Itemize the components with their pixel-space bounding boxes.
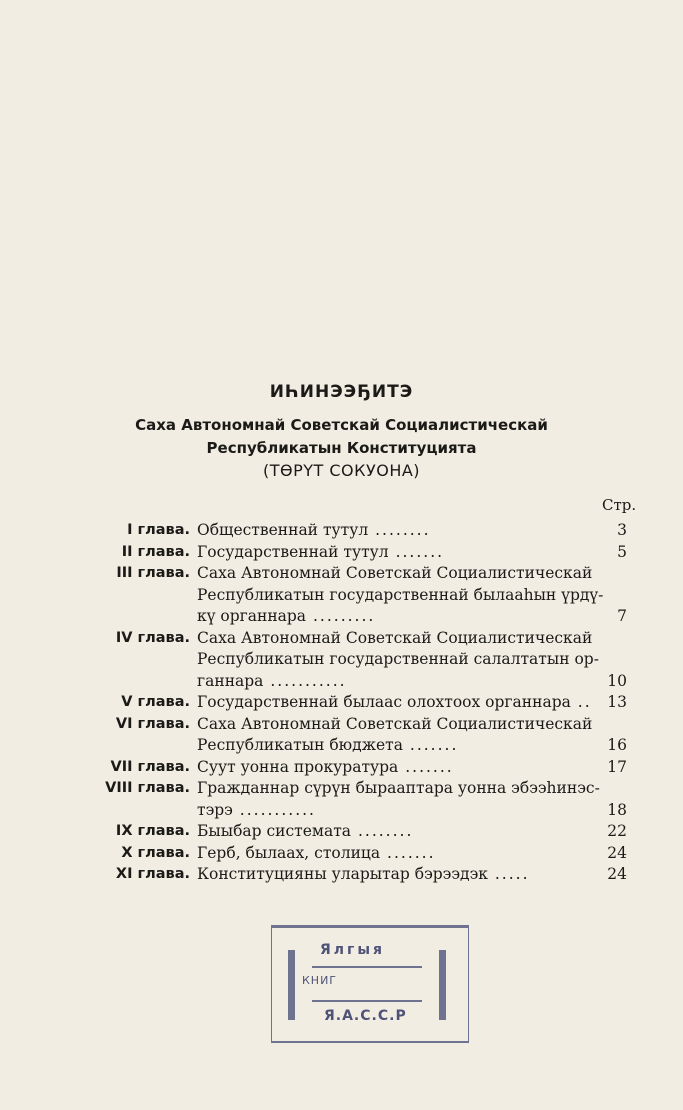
toc-chapter-title: Гражданнар сүрүн бырааптара уонна эбээһинэс-	[197, 779, 600, 797]
toc-line	[0, 821, 683, 843]
toc-chapter-title: Саха Автономнай Советскай Социалистическай	[197, 564, 593, 582]
dot-leader: .......	[380, 843, 436, 862]
toc-chapter-title: Республикатын бюджета .......	[197, 736, 459, 754]
toc-line	[0, 714, 683, 736]
toc-line	[0, 735, 683, 757]
stamp-bottom-text: Я.А.С.С.Р	[324, 1008, 407, 1024]
toc-chapter-label: VI глава.	[115, 715, 190, 732]
toc-entry	[0, 757, 683, 779]
toc-chapter-title: Герб, былаах, столица .......	[197, 843, 436, 862]
toc-page-number: 18	[607, 800, 627, 819]
dot-leader: .........	[306, 607, 376, 625]
dot-leader: .......	[388, 542, 445, 561]
toc-chapter-title: Суут уонна прокуратура .......	[197, 757, 454, 776]
toc-entry	[0, 628, 683, 693]
toc-line	[0, 864, 683, 886]
toc-line	[0, 649, 683, 671]
dot-leader: ........	[351, 822, 414, 840]
toc-line	[0, 520, 683, 542]
toc-chapter-title: ганнара ...........	[197, 671, 347, 690]
table-of-contents	[0, 520, 683, 886]
toc-line	[0, 757, 683, 779]
toc-chapter-title: Республикатын государственнай салалтатын ор-	[197, 650, 599, 668]
toc-page-number: 13	[607, 693, 627, 711]
toc-chapter-title: Республикатын государственнай былааһын үрдү-	[197, 585, 604, 604]
toc-page-number: 7	[617, 607, 627, 625]
toc-entry	[0, 563, 683, 628]
toc-chapter-title: Государственнай тутул .......	[197, 542, 445, 561]
toc-chapter-label: VIII глава.	[105, 780, 190, 796]
toc-chapter-title: тэрэ ...........	[197, 800, 316, 819]
toc-chapter-label: IX глава.	[115, 823, 190, 839]
dot-leader: ...........	[263, 671, 347, 690]
toc-entry	[0, 843, 683, 865]
toc-chapter-label: XI глава.	[115, 866, 190, 882]
toc-entry	[0, 864, 683, 886]
dot-leader: ........	[368, 521, 431, 539]
library-stamp	[271, 925, 469, 1043]
toc-page-number: 24	[607, 865, 627, 883]
toc-entry	[0, 778, 683, 821]
toc-entry	[0, 542, 683, 564]
toc-chapter-title: Государственнай былаас олохтоох органнара ..	[197, 693, 592, 711]
toc-chapter-label: I глава.	[127, 522, 190, 538]
toc-line	[0, 800, 683, 822]
toc-entry	[0, 692, 683, 714]
toc-chapter-title: Конституцияны уларытар бэрээдэк .....	[197, 865, 530, 883]
toc-line	[0, 563, 683, 585]
toc-entry	[0, 520, 683, 542]
page-column-header: Стр.	[602, 496, 637, 514]
dot-leader: ..	[570, 693, 592, 711]
toc-line	[0, 692, 683, 714]
stamp-middle-text: КНИГ	[302, 974, 338, 987]
toc-page-number: 17	[607, 757, 627, 776]
toc-chapter-title: Общественнай тутул ........	[197, 521, 431, 539]
toc-page-number: 24	[607, 843, 627, 862]
toc-line	[0, 843, 683, 865]
toc-chapter-label: III глава.	[116, 565, 190, 581]
dot-leader: ...........	[232, 800, 316, 819]
toc-chapter-label: V глава.	[121, 694, 190, 710]
toc-chapter-label: II глава.	[121, 543, 190, 560]
toc-chapter-label: X глава.	[121, 844, 190, 861]
toc-chapter-label: VII глава.	[110, 758, 190, 775]
subtitle-line-1: Саха Автономнай Советскай Социалистическай	[135, 416, 548, 434]
toc-page-number: 5	[617, 542, 627, 561]
toc-page-number: 10	[607, 671, 627, 690]
toc-line	[0, 628, 683, 650]
toc-line	[0, 778, 683, 800]
subtitle-line-2: Республикатын Конституцията	[206, 439, 477, 457]
toc-chapter-title: Саха Автономнай Советскай Социалистическай	[197, 628, 593, 647]
toc-chapter-title: кү органнара .........	[197, 607, 376, 625]
toc-entry	[0, 821, 683, 843]
toc-page-number: 22	[607, 822, 627, 840]
subtitle-line-3: (ТӨРҮТ СОКУОНА)	[262, 461, 421, 480]
dot-leader: .....	[487, 865, 530, 883]
dot-leader: .......	[398, 757, 454, 776]
toc-entry	[0, 714, 683, 757]
contents-heading: ИҺИНЭЭҔИТЭ	[269, 382, 414, 402]
toc-line	[0, 671, 683, 693]
toc-line	[0, 585, 683, 607]
toc-chapter-title: Саха Автономнай Советскай Социалистическай	[197, 714, 593, 733]
dot-leader: .......	[402, 736, 459, 754]
stamp-top-text: Ялгыя	[320, 942, 385, 958]
toc-line	[0, 606, 683, 628]
toc-page-number: 16	[607, 736, 627, 754]
toc-chapter-title: Быыбар системата ........	[197, 822, 414, 840]
toc-line	[0, 542, 683, 564]
toc-page-number: 3	[617, 521, 627, 539]
toc-chapter-label: IV глава.	[115, 629, 190, 646]
